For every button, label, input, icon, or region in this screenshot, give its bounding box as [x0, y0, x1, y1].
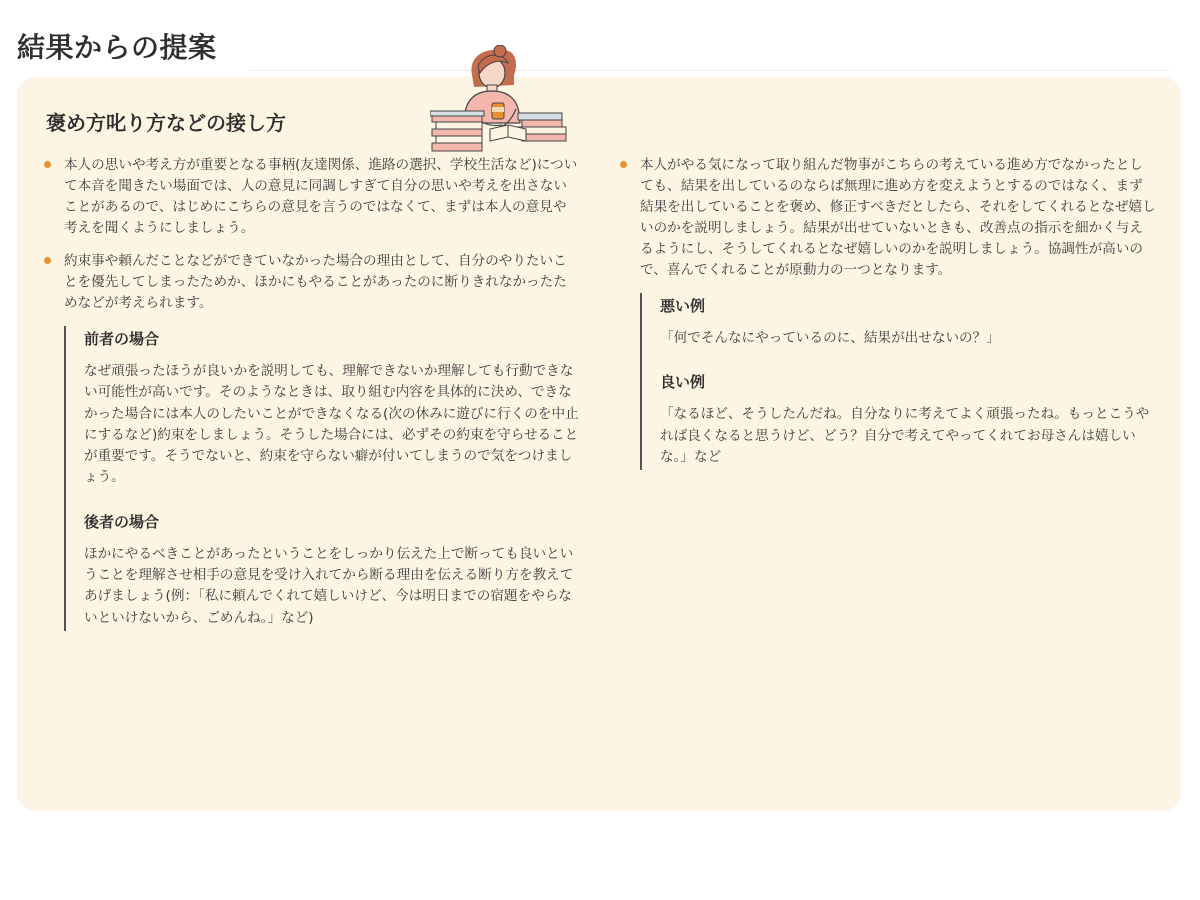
example-heading: 悪い例	[660, 297, 706, 315]
bullet-dot-icon	[44, 257, 51, 264]
page-title: 結果からの提案	[17, 31, 217, 64]
example-text: 「なるほど、そうしたんだね。自分なりに考えてよく頑張ったね。もっとこうやれば良くなると思うけど、どう？自分で考えてやってくれてお母さんは嬉しいな。」など	[660, 406, 1150, 465]
bullet-text: 本人がやる気になって取り組んだ物事がこちらの考えている進め方でなかったとしても、結果を出しているのならば無理に進め方を変えようとするのではなく、まず結果を出していることを褒め、修正すべきだとしたら、それをしてくれるとなぜ嬉しいのかを説明しましょう。結果が出せていないときも、改善点の指示を細かく与えるようにし、そうしてくれるとなぜ嬉しいのかを説明しましょう。協調性が高いので、喜んでくれることが原動力の一つとなります。	[640, 157, 1156, 278]
list-item	[44, 251, 579, 314]
section-heading: 褒め方叱り方などの接し方	[46, 111, 286, 135]
right-bullet-list	[620, 155, 1156, 281]
bullet-text: 本人の思いや考え方が重要となる事柄(友達関係、進路の選択、学校生活など)について本音を聞きたい場面では、人の意見に同調しすぎて自分の思いや考えを出さないことがあるので、はじめにこちらの意見を言うのではなくて、まずは本人の意見や考えを聞くようにしましょう。	[64, 157, 578, 236]
case-heading: 前者の場合	[84, 330, 160, 348]
right-column	[620, 155, 1156, 470]
example-heading: 良い例	[660, 373, 706, 392]
spacer	[84, 489, 579, 511]
bullet-text: 約束事や頼んだことなどができていなかった場合の理由として、自分のやりたいことを優先してしまったためか、ほかにもやることがあったのに断りきれなかったためなどが考えられます。	[64, 253, 567, 311]
suggestion-card	[17, 77, 1181, 811]
case-heading: 後者の場合	[84, 512, 160, 531]
bullet-dot-icon	[44, 161, 51, 168]
list-item	[44, 155, 579, 239]
person-reading-books-illustration	[430, 45, 572, 157]
left-bullet-list	[44, 155, 579, 314]
left-column	[44, 155, 579, 631]
examples-block	[640, 293, 1156, 470]
example-text: 「何でそんなにやっているのに、結果が出せないの？」	[660, 330, 1000, 346]
title-divider	[250, 70, 1170, 71]
list-item	[620, 155, 1156, 281]
spacer	[660, 349, 1156, 371]
cases-block	[64, 326, 579, 631]
bullet-dot-icon	[620, 161, 627, 168]
case-text: なぜ頑張ったほうが良いかを説明しても、理解できないか理解しても行動できない可能性が高いです。そのようなときは、取り組む内容を具体的に決め、できなかった場合には本人のしたいことができなくなる(次の休みに遊びに行くのを中止にするなど)約束をしましょう。そうした場合には、必ずその約束を守らせることが重要です。そうでないと、約束を守らない癖が付いてしまうので気をつけましょう。	[84, 363, 579, 486]
case-text: ほかにやるべきことがあったということをしっかり伝えた上で断っても良いということを理解させ相手の意見を受け入れてから断る理由を伝える断り方を教えてあげましょう(例：「私に頼んでくれて嬉しいけど、今は明日までの宿題をやらないといけないから、ごめんね。」など)	[84, 545, 574, 626]
